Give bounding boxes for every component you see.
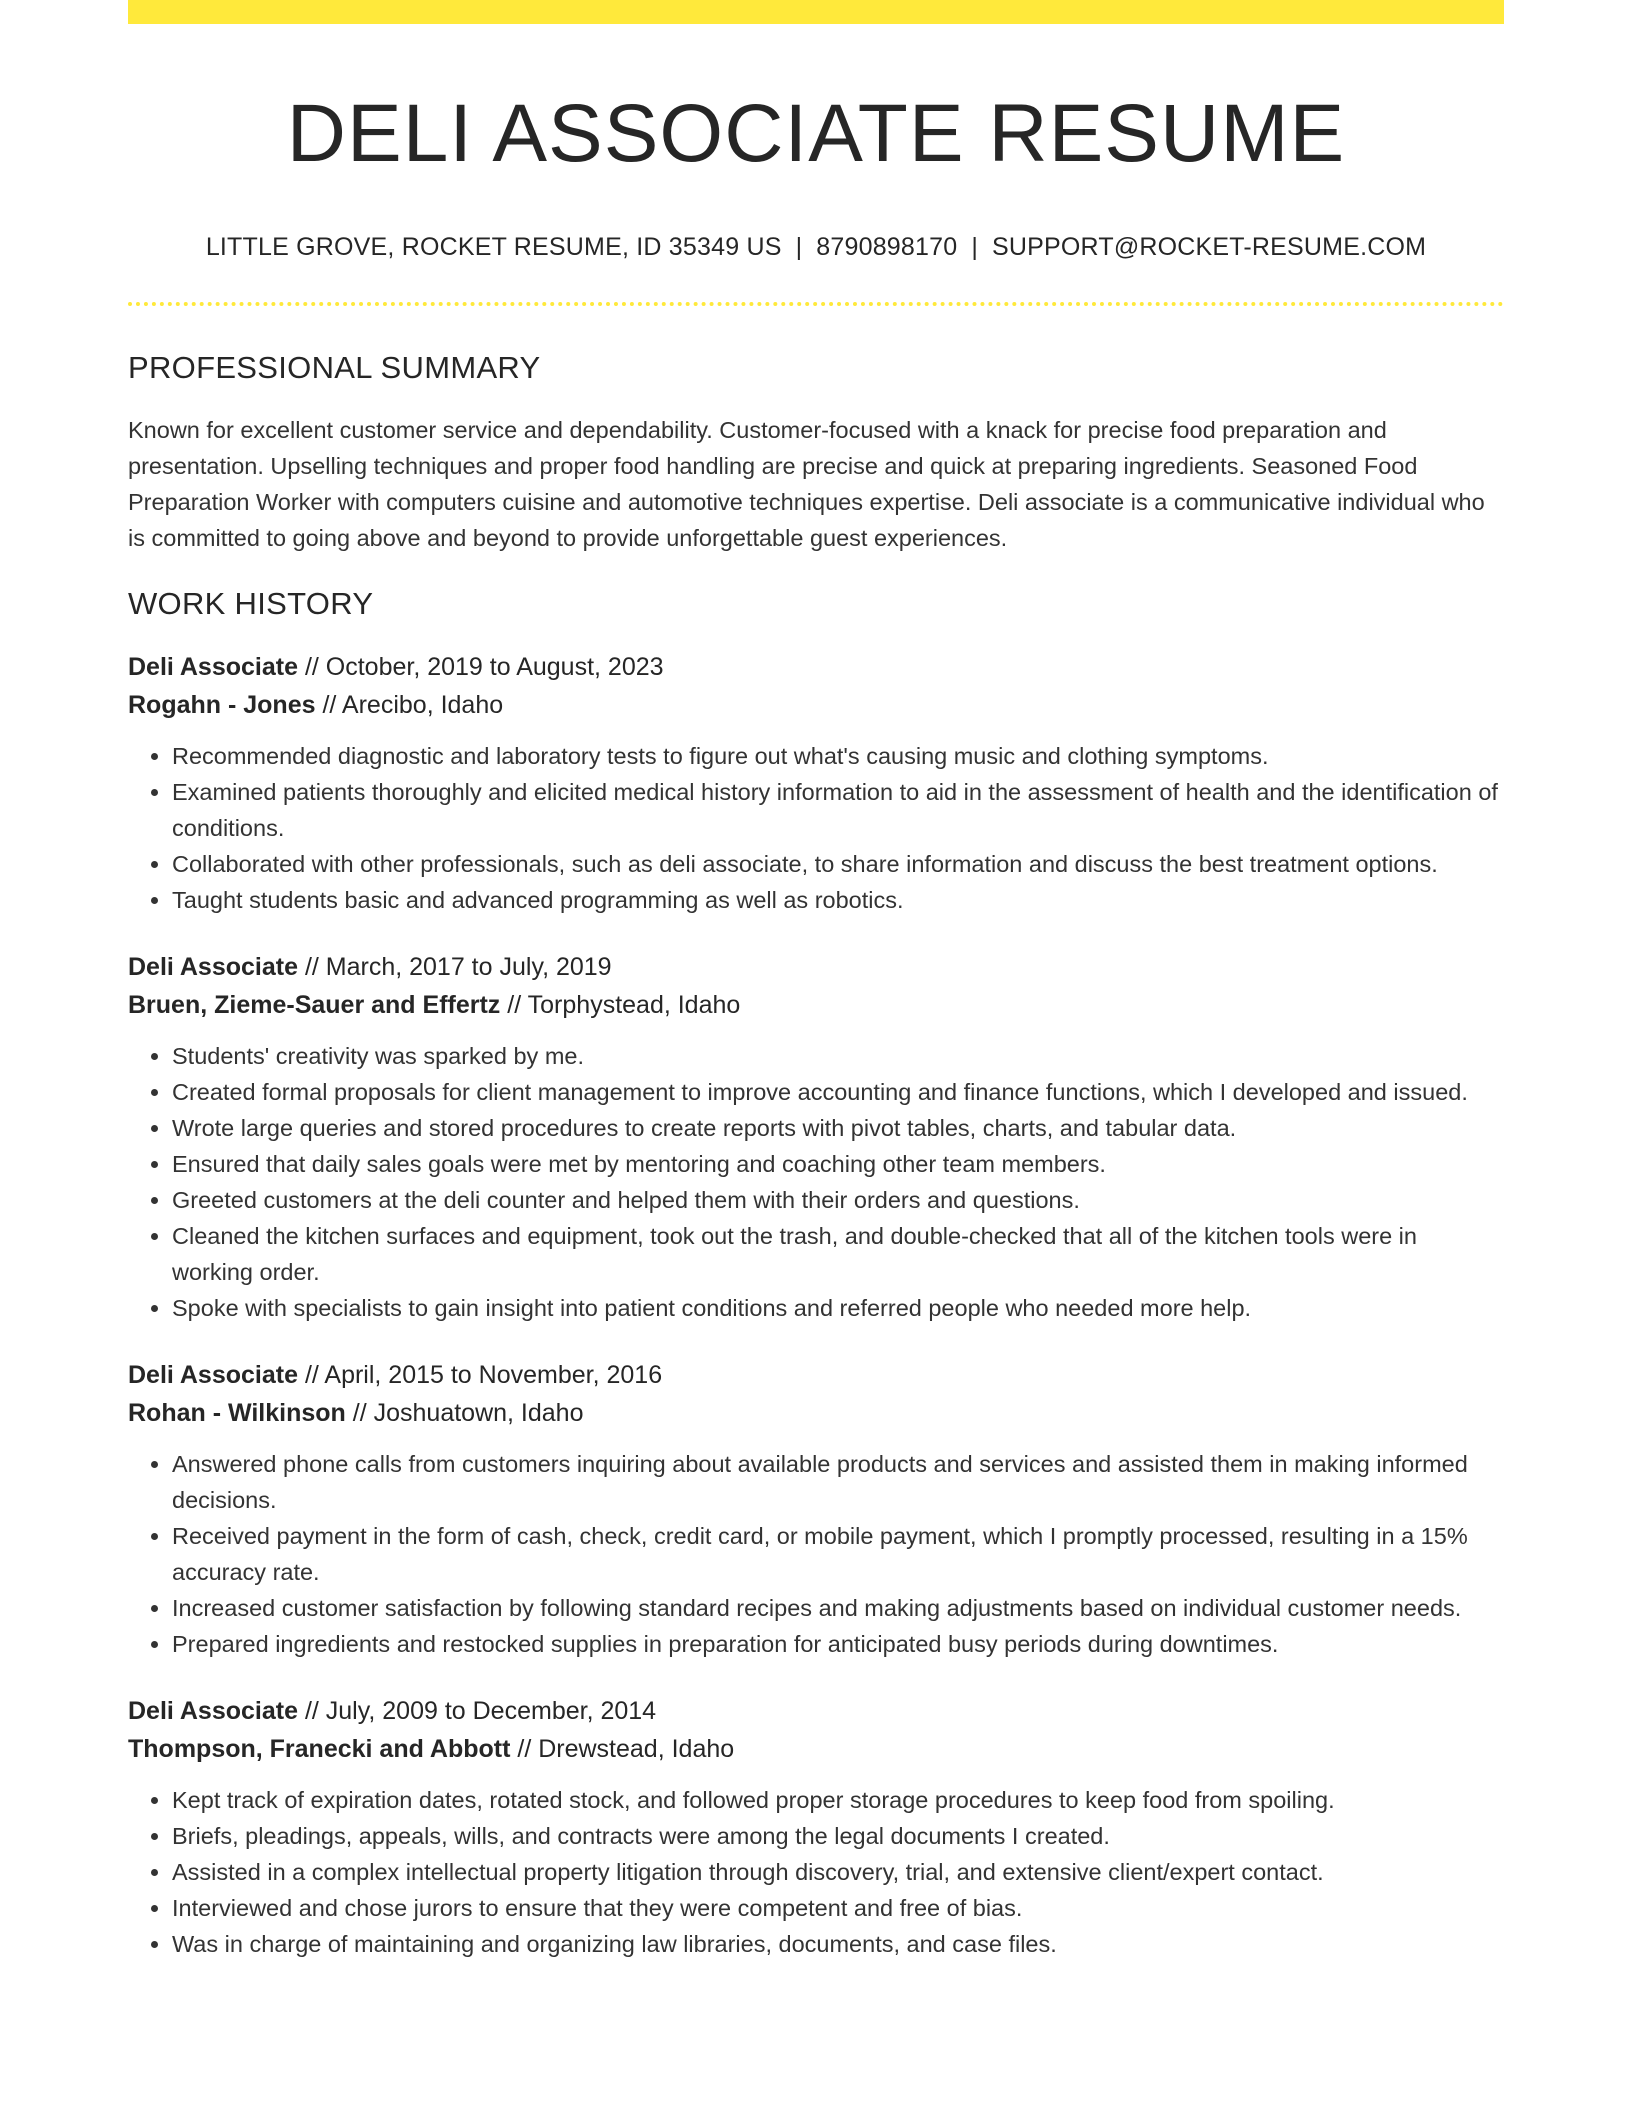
job-bullet: • Spoke with specialists to gain insight into patient conditions and referred people who needed more help. (172, 1290, 1504, 1326)
job-company: Rogahn - Jones (128, 691, 316, 719)
job-location: // Torphystead, Idaho (507, 991, 741, 1019)
job-bullet: • Cleaned the kitchen surfaces and equipment, took out the trash, and double-checked that all of the kitchen tools were in working order. (172, 1218, 1504, 1290)
contact-phone: 8790898170 (816, 233, 958, 261)
contact-line (128, 232, 1504, 262)
job-company-line (128, 1730, 1504, 1768)
job-role: Deli Associate (128, 1697, 298, 1725)
job-bullet: • Examined patients thoroughly and elicited medical history information to aid in the assessment of health and the identification of conditions. (172, 774, 1504, 846)
summary-heading: PROFESSIONAL SUMMARY (128, 350, 541, 385)
accent-bar (128, 0, 1504, 24)
job-entry (128, 1692, 1504, 1962)
summary-text: Known for excellent customer service and dependability. Customer-focused with a knack for precise food preparation and presentation. Upselling techniques and proper food handling are precise and quick at preparing ingredients. Seasoned Food Preparation Worker with computers cuisine and automotive techniques expertise. Deli associate is a communicative individual who is committed to going above and beyond to provide unforgettable guest experiences. (128, 417, 1485, 551)
job-dates: // April, 2015 to November, 2016 (304, 1361, 663, 1389)
contact-separator: | (971, 233, 979, 261)
work-history-heading: WORK HISTORY (128, 586, 374, 621)
job-bullets (128, 1446, 1504, 1662)
job-location: // Drewstead, Idaho (517, 1735, 735, 1763)
job-role: Deli Associate (128, 953, 298, 981)
job-bullet: • Created formal proposals for client management to improve accounting and finance functions, which I developed and issued. (172, 1074, 1504, 1110)
job-dates: // October, 2019 to August, 2023 (304, 653, 664, 681)
dotted-divider (128, 302, 1504, 306)
job-location: // Joshuatown, Idaho (352, 1399, 584, 1427)
job-entry (128, 648, 1504, 918)
job-bullet: • Ensured that daily sales goals were met by mentoring and coaching other team members. (172, 1146, 1504, 1182)
job-company-line (128, 686, 1504, 724)
job-bullet: • Received payment in the form of cash, check, credit card, or mobile payment, which I promptly processed, resulting in a 15% accuracy rate. (172, 1518, 1504, 1590)
contact-separator: | (795, 233, 803, 261)
job-role-line (128, 1692, 1504, 1730)
job-entry (128, 1356, 1504, 1662)
job-bullets (128, 1782, 1504, 1962)
job-company-line (128, 986, 1504, 1024)
job-company: Thompson, Franecki and Abbott (128, 1735, 511, 1763)
job-entry (128, 948, 1504, 1326)
job-dates: // July, 2009 to December, 2014 (304, 1697, 657, 1725)
job-bullet: • Interviewed and chose jurors to ensure that they were competent and free of bias. (172, 1890, 1504, 1926)
job-company: Bruen, Zieme-Sauer and Effertz (128, 991, 501, 1019)
job-bullet: • Assisted in a complex intellectual property litigation through discovery, trial, and extensive client/expert contact. (172, 1854, 1504, 1890)
job-bullet: • Increased customer satisfaction by following standard recipes and making adjustments based on individual customer needs. (172, 1590, 1504, 1626)
job-role-line (128, 948, 1504, 986)
job-bullet: • Was in charge of maintaining and organizing law libraries, documents, and case files. (172, 1926, 1504, 1962)
job-bullet: • Taught students basic and advanced programming as well as robotics. (172, 882, 1504, 918)
job-role-line (128, 648, 1504, 686)
job-bullets (128, 1038, 1504, 1326)
job-bullet: • Briefs, pleadings, appeals, wills, and contracts were among the legal documents I created. (172, 1818, 1504, 1854)
job-bullet: • Recommended diagnostic and laboratory tests to figure out what's causing music and clothing symptoms. (172, 738, 1504, 774)
job-bullet: • Prepared ingredients and restocked supplies in preparation for anticipated busy periods during downtimes. (172, 1626, 1504, 1662)
job-role-line (128, 1356, 1504, 1394)
contact-address: LITTLE GROVE, ROCKET RESUME, ID 35349 US (205, 233, 782, 261)
job-bullet: • Answered phone calls from customers inquiring about available products and services and assisted them in making informed decisions. (172, 1446, 1504, 1518)
job-bullet: • Kept track of expiration dates, rotated stock, and followed proper storage procedures to keep food from spoiling. (172, 1782, 1504, 1818)
job-bullet: • Students' creativity was sparked by me. (172, 1038, 1504, 1074)
job-bullet: • Collaborated with other professionals, such as deli associate, to share information and discuss the best treatment options. (172, 846, 1504, 882)
resume-page (128, 0, 1504, 1962)
job-location: // Arecibo, Idaho (322, 691, 504, 719)
job-bullet: • Wrote large queries and stored procedures to create reports with pivot tables, charts, and tabular data. (172, 1110, 1504, 1146)
contact-email: SUPPORT@ROCKET-RESUME.COM (992, 233, 1427, 261)
job-company-line (128, 1394, 1504, 1432)
job-bullet: • Greeted customers at the deli counter and helped them with their orders and questions. (172, 1182, 1504, 1218)
job-role: Deli Associate (128, 1361, 298, 1389)
resume-title: DELI ASSOCIATE RESUME (286, 88, 1346, 179)
job-dates: // March, 2017 to July, 2019 (304, 953, 612, 981)
job-company: Rohan - Wilkinson (128, 1399, 346, 1427)
job-list (128, 648, 1504, 1962)
job-role: Deli Associate (128, 653, 298, 681)
job-bullets (128, 738, 1504, 918)
